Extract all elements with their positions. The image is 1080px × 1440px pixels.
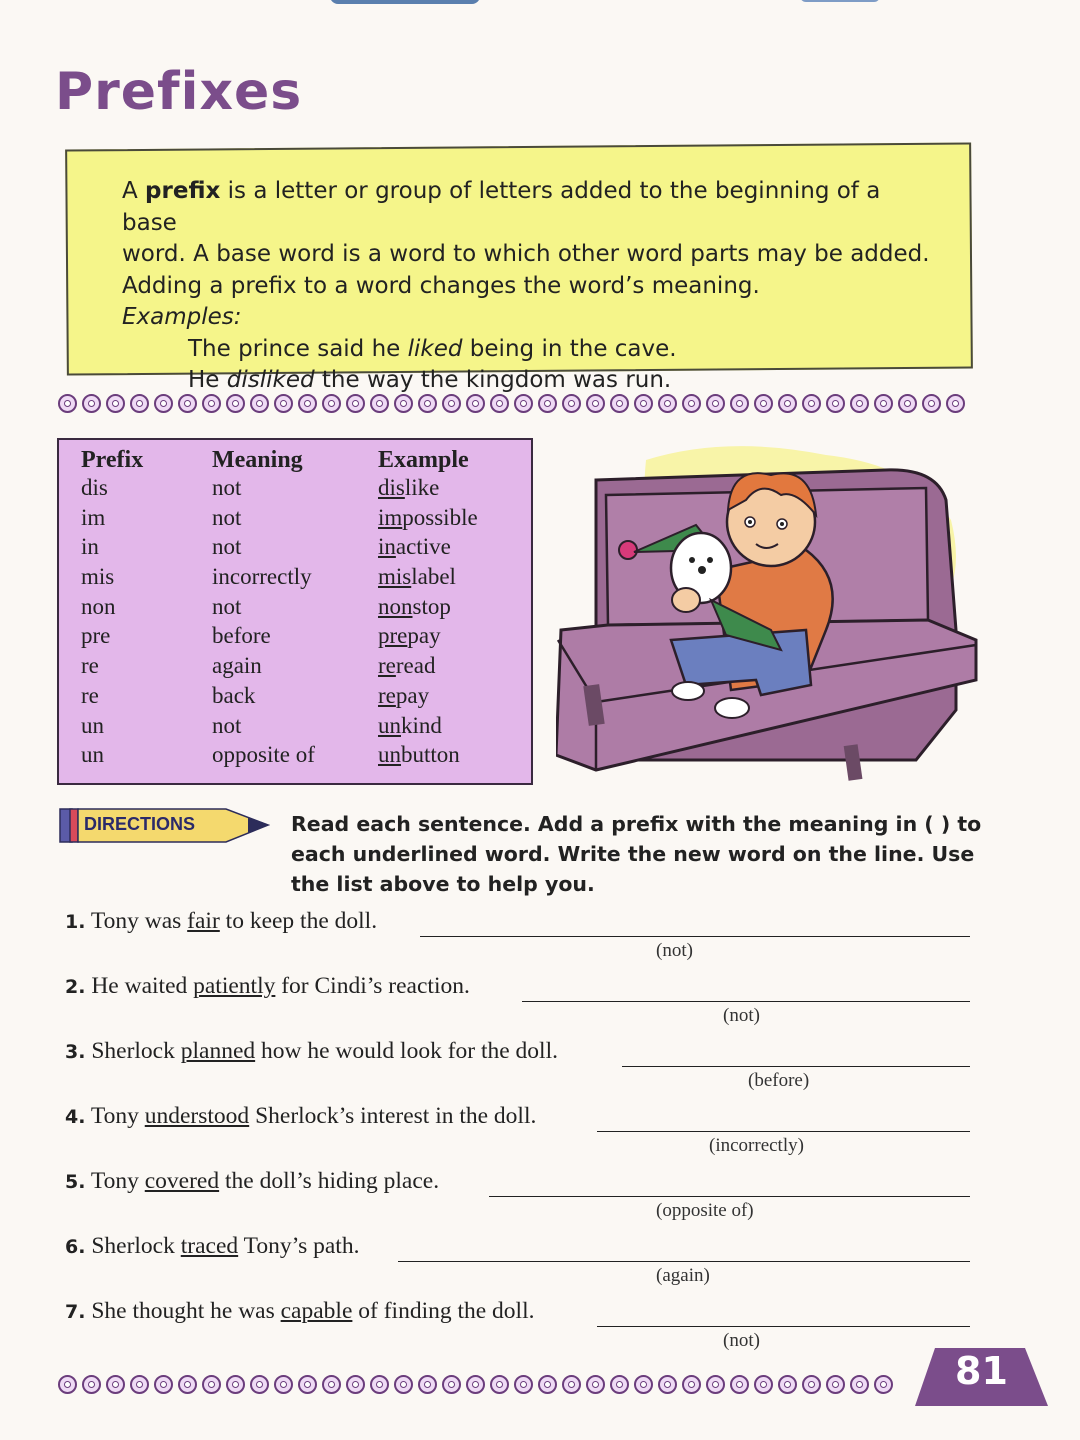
ring-decoration [298,1375,317,1394]
ring-decoration [322,394,341,413]
definition-line-1: A prefix is a letter or group of letters added to the beginning of a base [122,178,881,236]
table-row [81,594,478,624]
item-text: Tony was [90,908,188,934]
example-prefix: un [378,742,401,768]
ring-decoration [58,394,77,413]
definition-line-3: Adding a prefix to a word changes the word’s meaning. [122,272,760,299]
ring-decoration [658,1375,677,1394]
underlined-word: traced [180,1233,239,1259]
ring-decoration [850,1375,869,1394]
definition-text [122,176,942,397]
ring-decoration [466,394,485,413]
ring-decoration [490,1375,509,1394]
exercise-item [65,908,970,942]
ring-decoration [754,1375,773,1394]
ring-border-bottom [58,1375,893,1399]
item-text: for Cindi’s reaction. [275,973,470,999]
ring-decoration [634,394,653,413]
item-number: 5. [65,1171,86,1193]
example-cell [378,683,478,713]
example-rest: possible [402,504,478,530]
table-row [81,564,478,594]
example-prefix: un [378,712,401,738]
ring-decoration [442,1375,461,1394]
ring-decoration [730,1375,749,1394]
meaning-cell: opposite of [212,742,315,768]
answer-line[interactable] [622,1066,970,1067]
ring-decoration [82,1375,101,1394]
underlined-word: patiently [193,973,276,999]
example-rest: label [411,564,456,590]
ring-decoration [682,394,701,413]
example-cell [378,594,478,624]
ring-decoration [130,394,149,413]
ring-decoration [682,1375,701,1394]
ring-decoration [490,394,509,413]
underlined-word: capable [280,1298,353,1324]
meaning-cell: not [212,712,242,738]
exercise-item [65,973,970,1007]
prefix-cell: mis [81,564,115,590]
meaning-cell: not [212,504,242,530]
item-text: Tony’s path. [238,1233,360,1259]
table-row [81,653,478,683]
example-prefix: mis [378,564,412,590]
table-row [81,742,478,772]
definition-line-2: word. A base word is a word to which other word parts may be added. [122,241,930,267]
directions-label: DIRECTIONS [84,814,196,834]
ring-decoration [466,1375,485,1394]
ring-decoration [394,394,413,413]
ring-decoration [154,394,173,413]
answer-line[interactable] [398,1261,970,1262]
item-text: how he would look for the doll. [255,1038,558,1064]
ring-decoration [586,1375,605,1394]
meaning-hint: (incorrectly) [709,1135,804,1156]
example-rest: read [395,653,436,679]
item-text: She thought he was [91,1298,281,1324]
item-number: 6. [65,1236,86,1258]
meaning-cell: again [212,653,262,679]
item-text: of finding the doll. [352,1298,535,1324]
directions-text: Read each sentence. Add a prefix with the meaning in ( ) to each underlined word. Write the new word on the line. Use the list above to help you. [291,812,982,896]
example-prefix: in [378,534,396,560]
table-row [81,713,478,743]
ring-decoration [178,394,197,413]
example-rest: kind [401,712,442,738]
boy-on-sofa-illustration [556,440,986,785]
ring-decoration [538,394,557,413]
ring-decoration [394,1375,413,1394]
ring-decoration [850,394,869,413]
page-title: Prefixes [55,62,303,122]
ring-decoration [730,394,749,413]
item-number: 3. [65,1041,86,1063]
item-text: Tony [90,1168,145,1194]
item-number: 1. [65,911,86,933]
underlined-word: planned [180,1038,256,1064]
ring-decoration [802,1375,821,1394]
exercise-item [65,1103,970,1137]
prefix-cell: dis [81,475,108,500]
ring-decoration [514,394,533,413]
meaning-hint: (not) [656,940,693,961]
example-rest: pay [395,682,430,708]
example-cell [378,534,478,564]
answer-line[interactable] [420,936,970,937]
prefix-cell: in [81,534,99,560]
ring-decoration [130,1375,149,1394]
examples-label: Examples: [122,304,242,330]
ring-decoration [346,394,365,413]
ring-decoration [418,1375,437,1394]
meaning-cell: not [212,475,242,500]
ring-decoration [562,1375,581,1394]
underlined-word: covered [144,1168,220,1194]
meaning-cell: before [212,623,271,649]
item-text: Sherlock’s interest in the doll. [249,1103,537,1129]
item-text: Sherlock [91,1233,181,1259]
ring-decoration [202,394,221,413]
example-rest: active [395,534,451,560]
ring-decoration [754,394,773,413]
meaning-cell: back [212,682,256,708]
ring-decoration [658,394,677,413]
underlined-word: understood [144,1103,250,1129]
ring-decoration [538,1375,557,1394]
ring-decoration [178,1375,197,1394]
ring-decoration [274,394,293,413]
top-decoration [330,0,480,4]
table-row [81,683,478,713]
table-row [81,505,478,535]
ring-decoration [370,394,389,413]
exercise-item [65,1298,970,1332]
example-prefix: dis [378,475,405,500]
header-example: Example [378,446,469,473]
directions-tag [58,804,278,846]
exercise-item [65,1168,970,1202]
ring-decoration [826,1375,845,1394]
ring-decoration [778,394,797,413]
ring-decoration [778,1375,797,1394]
ring-decoration [274,1375,293,1394]
ring-decoration [370,1375,389,1394]
prefix-cell: im [81,504,106,530]
prefix-table [57,438,533,785]
answer-line[interactable] [597,1131,970,1132]
exercise-item [65,1038,970,1072]
ring-decoration [610,394,629,413]
ring-decoration [322,1375,341,1394]
ring-decoration [922,394,941,413]
example-prefix: im [378,504,403,530]
top-decoration [800,0,880,2]
ring-decoration [226,394,245,413]
ring-decoration [586,394,605,413]
header-meaning: Meaning [212,446,303,473]
ring-decoration [202,1375,221,1394]
item-text: Tony [90,1103,145,1129]
meaning-hint: (not) [723,1330,760,1351]
ring-decoration [874,394,893,413]
example-prefix: pre [378,623,408,649]
answer-line[interactable] [597,1326,970,1327]
example-rest: like [404,475,440,500]
prefix-cell: re [81,682,99,708]
ring-decoration [250,394,269,413]
example-cell [378,475,478,505]
meaning-cell: not [212,593,242,619]
item-number: 4. [65,1106,86,1128]
ring-decoration [634,1375,653,1394]
ring-decoration [298,394,317,413]
example-cell [378,505,478,535]
meaning-hint: (not) [723,1005,760,1026]
meaning-hint: (opposite of) [656,1200,754,1221]
exercise-item [65,1233,970,1267]
prefix-cell: non [81,593,116,619]
example-cell [378,623,478,653]
ring-decoration [946,394,965,413]
ring-decoration [802,394,821,413]
example-cell [378,653,478,683]
example-cell [378,713,478,743]
ring-decoration [154,1375,173,1394]
ring-decoration [610,1375,629,1394]
ring-decoration [706,1375,725,1394]
item-number: 7. [65,1301,86,1323]
meaning-cell: not [212,534,242,560]
table-row [81,534,478,564]
meaning-hint: (before) [748,1070,810,1091]
example-cell [378,564,478,594]
underlined-word: fair [187,908,220,934]
example-rest: pay [407,623,441,649]
page-number: 81 [955,1349,1008,1393]
item-text: He waited [91,973,194,999]
ring-decoration [826,394,845,413]
ring-decoration [514,1375,533,1394]
ring-decoration [442,394,461,413]
answer-line[interactable] [489,1196,970,1197]
ring-decoration [250,1375,269,1394]
prefix-cell: re [81,653,99,679]
ring-border-top [58,394,965,418]
ring-decoration [418,394,437,413]
ring-decoration [106,394,125,413]
ring-decoration [226,1375,245,1394]
example-rest: stop [412,593,451,619]
example-rest: button [401,742,460,768]
example-sentence-1: The prince said he liked being in the cave. [188,335,677,362]
example-prefix: re [378,682,396,708]
item-text: to keep the doll. [219,908,378,934]
prefix-cell: pre [81,623,111,649]
meaning-cell: incorrectly [212,564,312,590]
table-header-row [81,445,478,475]
ring-decoration [58,1375,77,1394]
prefix-cell: un [81,712,104,738]
prefix-cell: un [81,742,104,768]
table-row [81,623,478,653]
answer-line[interactable] [522,1001,970,1002]
ring-decoration [898,394,917,413]
item-number: 2. [65,976,86,998]
header-prefix: Prefix [81,446,144,473]
example-prefix: non [378,593,413,619]
example-sentence-2: He disliked the way the kingdom was run. [188,367,672,393]
ring-decoration [874,1375,893,1394]
example-prefix: re [378,653,396,679]
example-cell [378,742,478,772]
item-text: the doll’s hiding place. [219,1168,440,1194]
ring-decoration [562,394,581,413]
meaning-hint: (again) [656,1265,710,1286]
table-row [81,475,478,505]
ring-decoration [82,394,101,413]
ring-decoration [346,1375,365,1394]
ring-decoration [706,394,725,413]
item-text: Sherlock [91,1038,181,1064]
ring-decoration [106,1375,125,1394]
